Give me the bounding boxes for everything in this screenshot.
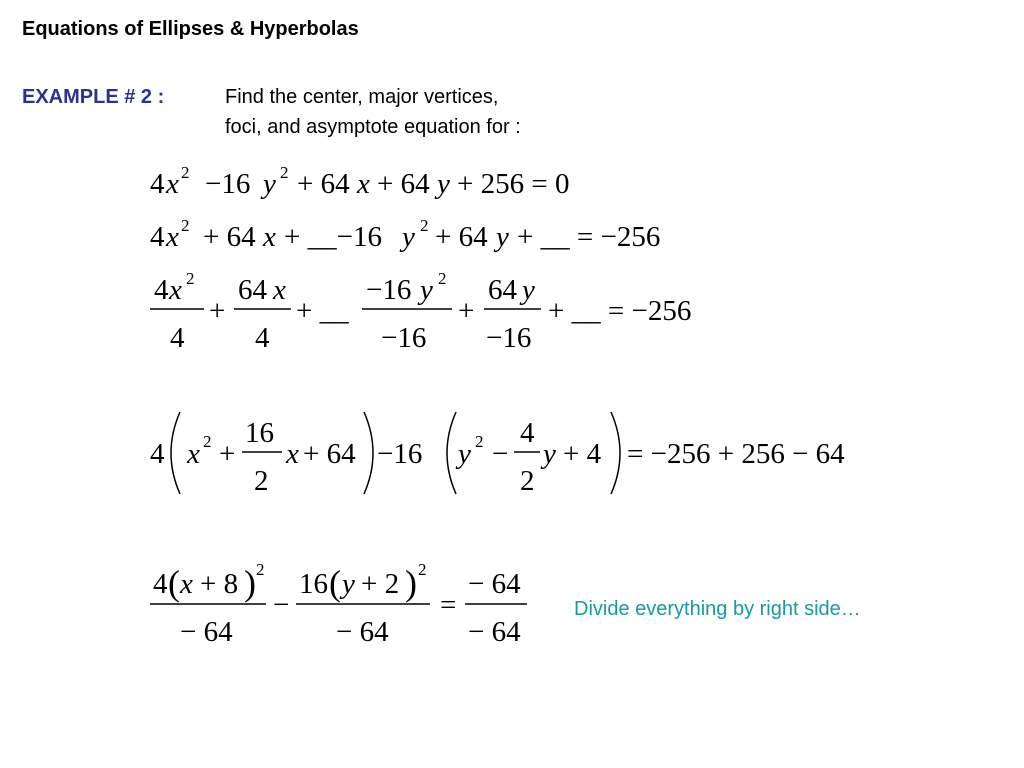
eq1-var: y xyxy=(437,168,450,200)
eq4-coefficient: 4 xyxy=(150,438,165,470)
eq4-exponent: 2 xyxy=(203,432,212,451)
equation-1 xyxy=(150,163,569,200)
eq1-var: x xyxy=(166,168,179,200)
eq5-term: + 8 xyxy=(200,568,239,600)
eq1-var: y xyxy=(263,168,276,200)
eq5-numerator: 4 xyxy=(153,568,168,600)
eq5-left-paren: ( xyxy=(329,563,341,603)
eq4-var: x xyxy=(187,438,200,470)
note-text: Divide everything by right side… xyxy=(574,598,861,620)
eq5-var: y xyxy=(342,568,355,600)
eq1-term: + 64 xyxy=(377,168,430,200)
eq5-denominator: − 64 xyxy=(468,616,521,648)
eq3-operator: + __ = −256 xyxy=(548,295,692,327)
eq4-denominator: 2 xyxy=(254,465,269,497)
eq3-numerator: 64 xyxy=(238,274,267,306)
eq5-exponent: 2 xyxy=(256,560,265,579)
right-paren xyxy=(364,412,373,494)
eq5-var: x xyxy=(180,568,193,600)
eq2-term: + __−16 xyxy=(284,221,382,253)
eq3-numerator: 4 xyxy=(154,274,169,306)
eq5-left-paren: ( xyxy=(168,563,180,603)
eq5-denominator: − 64 xyxy=(180,616,233,648)
eq5-numerator: 16 xyxy=(299,568,328,600)
eq1-term: 4 xyxy=(150,168,165,200)
equation-4 xyxy=(150,412,845,497)
eq3-exponent: 2 xyxy=(186,269,195,288)
eq3-denominator: −16 xyxy=(486,322,532,354)
eq1-term: + 256 = 0 xyxy=(457,168,570,200)
eq5-term: + 2 xyxy=(361,568,400,600)
eq3-denominator: 4 xyxy=(170,322,185,354)
eq5-denominator: − 64 xyxy=(336,616,389,648)
eq4-term: + 4 xyxy=(563,438,602,470)
eq4-numerator: 4 xyxy=(520,417,535,449)
eq3-numerator: −16 xyxy=(366,274,412,306)
eq3-operator: + xyxy=(209,295,226,327)
eq3-exponent: 2 xyxy=(438,269,447,288)
eq5-right-paren: ) xyxy=(405,563,417,603)
eq3-operator: + __ xyxy=(296,295,349,327)
prompt-line-1: Find the center, major vertices, xyxy=(225,86,499,108)
prompt-line-2: foci, and asymptote equation for : xyxy=(225,116,521,138)
eq3-denominator: −16 xyxy=(381,322,427,354)
eq4-numerator: 16 xyxy=(245,417,274,449)
eq1-term: −16 xyxy=(205,168,251,200)
eq5-exponent: 2 xyxy=(418,560,427,579)
eq2-term: + 64 xyxy=(435,221,488,253)
example-label: EXAMPLE # 2 : xyxy=(22,86,165,108)
eq1-exponent: 2 xyxy=(181,163,190,182)
eq2-var: x xyxy=(263,221,276,253)
left-paren xyxy=(447,412,456,494)
eq1-exponent: 2 xyxy=(280,163,289,182)
eq3-var: x xyxy=(273,274,286,306)
eq3-denominator: 4 xyxy=(255,322,270,354)
eq2-term: + __ = −256 xyxy=(517,221,661,253)
eq4-operator: + xyxy=(219,438,236,470)
eq4-var: y xyxy=(543,438,556,470)
eq5-numerator: − 64 xyxy=(468,568,521,600)
eq3-numerator: 64 xyxy=(488,274,517,306)
eq4-coefficient: −16 xyxy=(377,438,423,470)
eq1-var: x xyxy=(357,168,370,200)
eq1-term: + 64 xyxy=(297,168,350,200)
eq2-exponent: 2 xyxy=(181,216,190,235)
eq2-var: y xyxy=(496,221,509,253)
eq4-term: + 64 xyxy=(303,438,356,470)
eq5-operator: = xyxy=(440,589,457,621)
eq4-rhs: = −256 + 256 − 64 xyxy=(627,438,845,470)
right-paren xyxy=(611,412,620,494)
left-paren xyxy=(171,412,180,494)
eq2-var: x xyxy=(166,221,179,253)
eq5-right-paren: ) xyxy=(244,563,256,603)
equation-3 xyxy=(150,269,691,354)
eq4-var: y xyxy=(458,438,471,470)
eq2-var: y xyxy=(402,221,415,253)
eq4-exponent: 2 xyxy=(475,432,484,451)
eq4-operator: − xyxy=(492,438,509,470)
eq3-var: y xyxy=(420,274,433,306)
slide-title: Equations of Ellipses & Hyperbolas xyxy=(22,18,359,40)
eq5-operator: − xyxy=(273,589,290,621)
eq4-denominator: 2 xyxy=(520,465,535,497)
eq3-var: y xyxy=(522,274,535,306)
eq3-var: x xyxy=(169,274,182,306)
eq4-var: x xyxy=(286,438,299,470)
eq2-exponent: 2 xyxy=(420,216,429,235)
eq3-operator: + xyxy=(458,295,475,327)
equation-2 xyxy=(150,216,660,253)
eq2-term: 4 xyxy=(150,221,165,253)
eq2-term: + 64 xyxy=(203,221,256,253)
equation-5 xyxy=(150,560,527,648)
